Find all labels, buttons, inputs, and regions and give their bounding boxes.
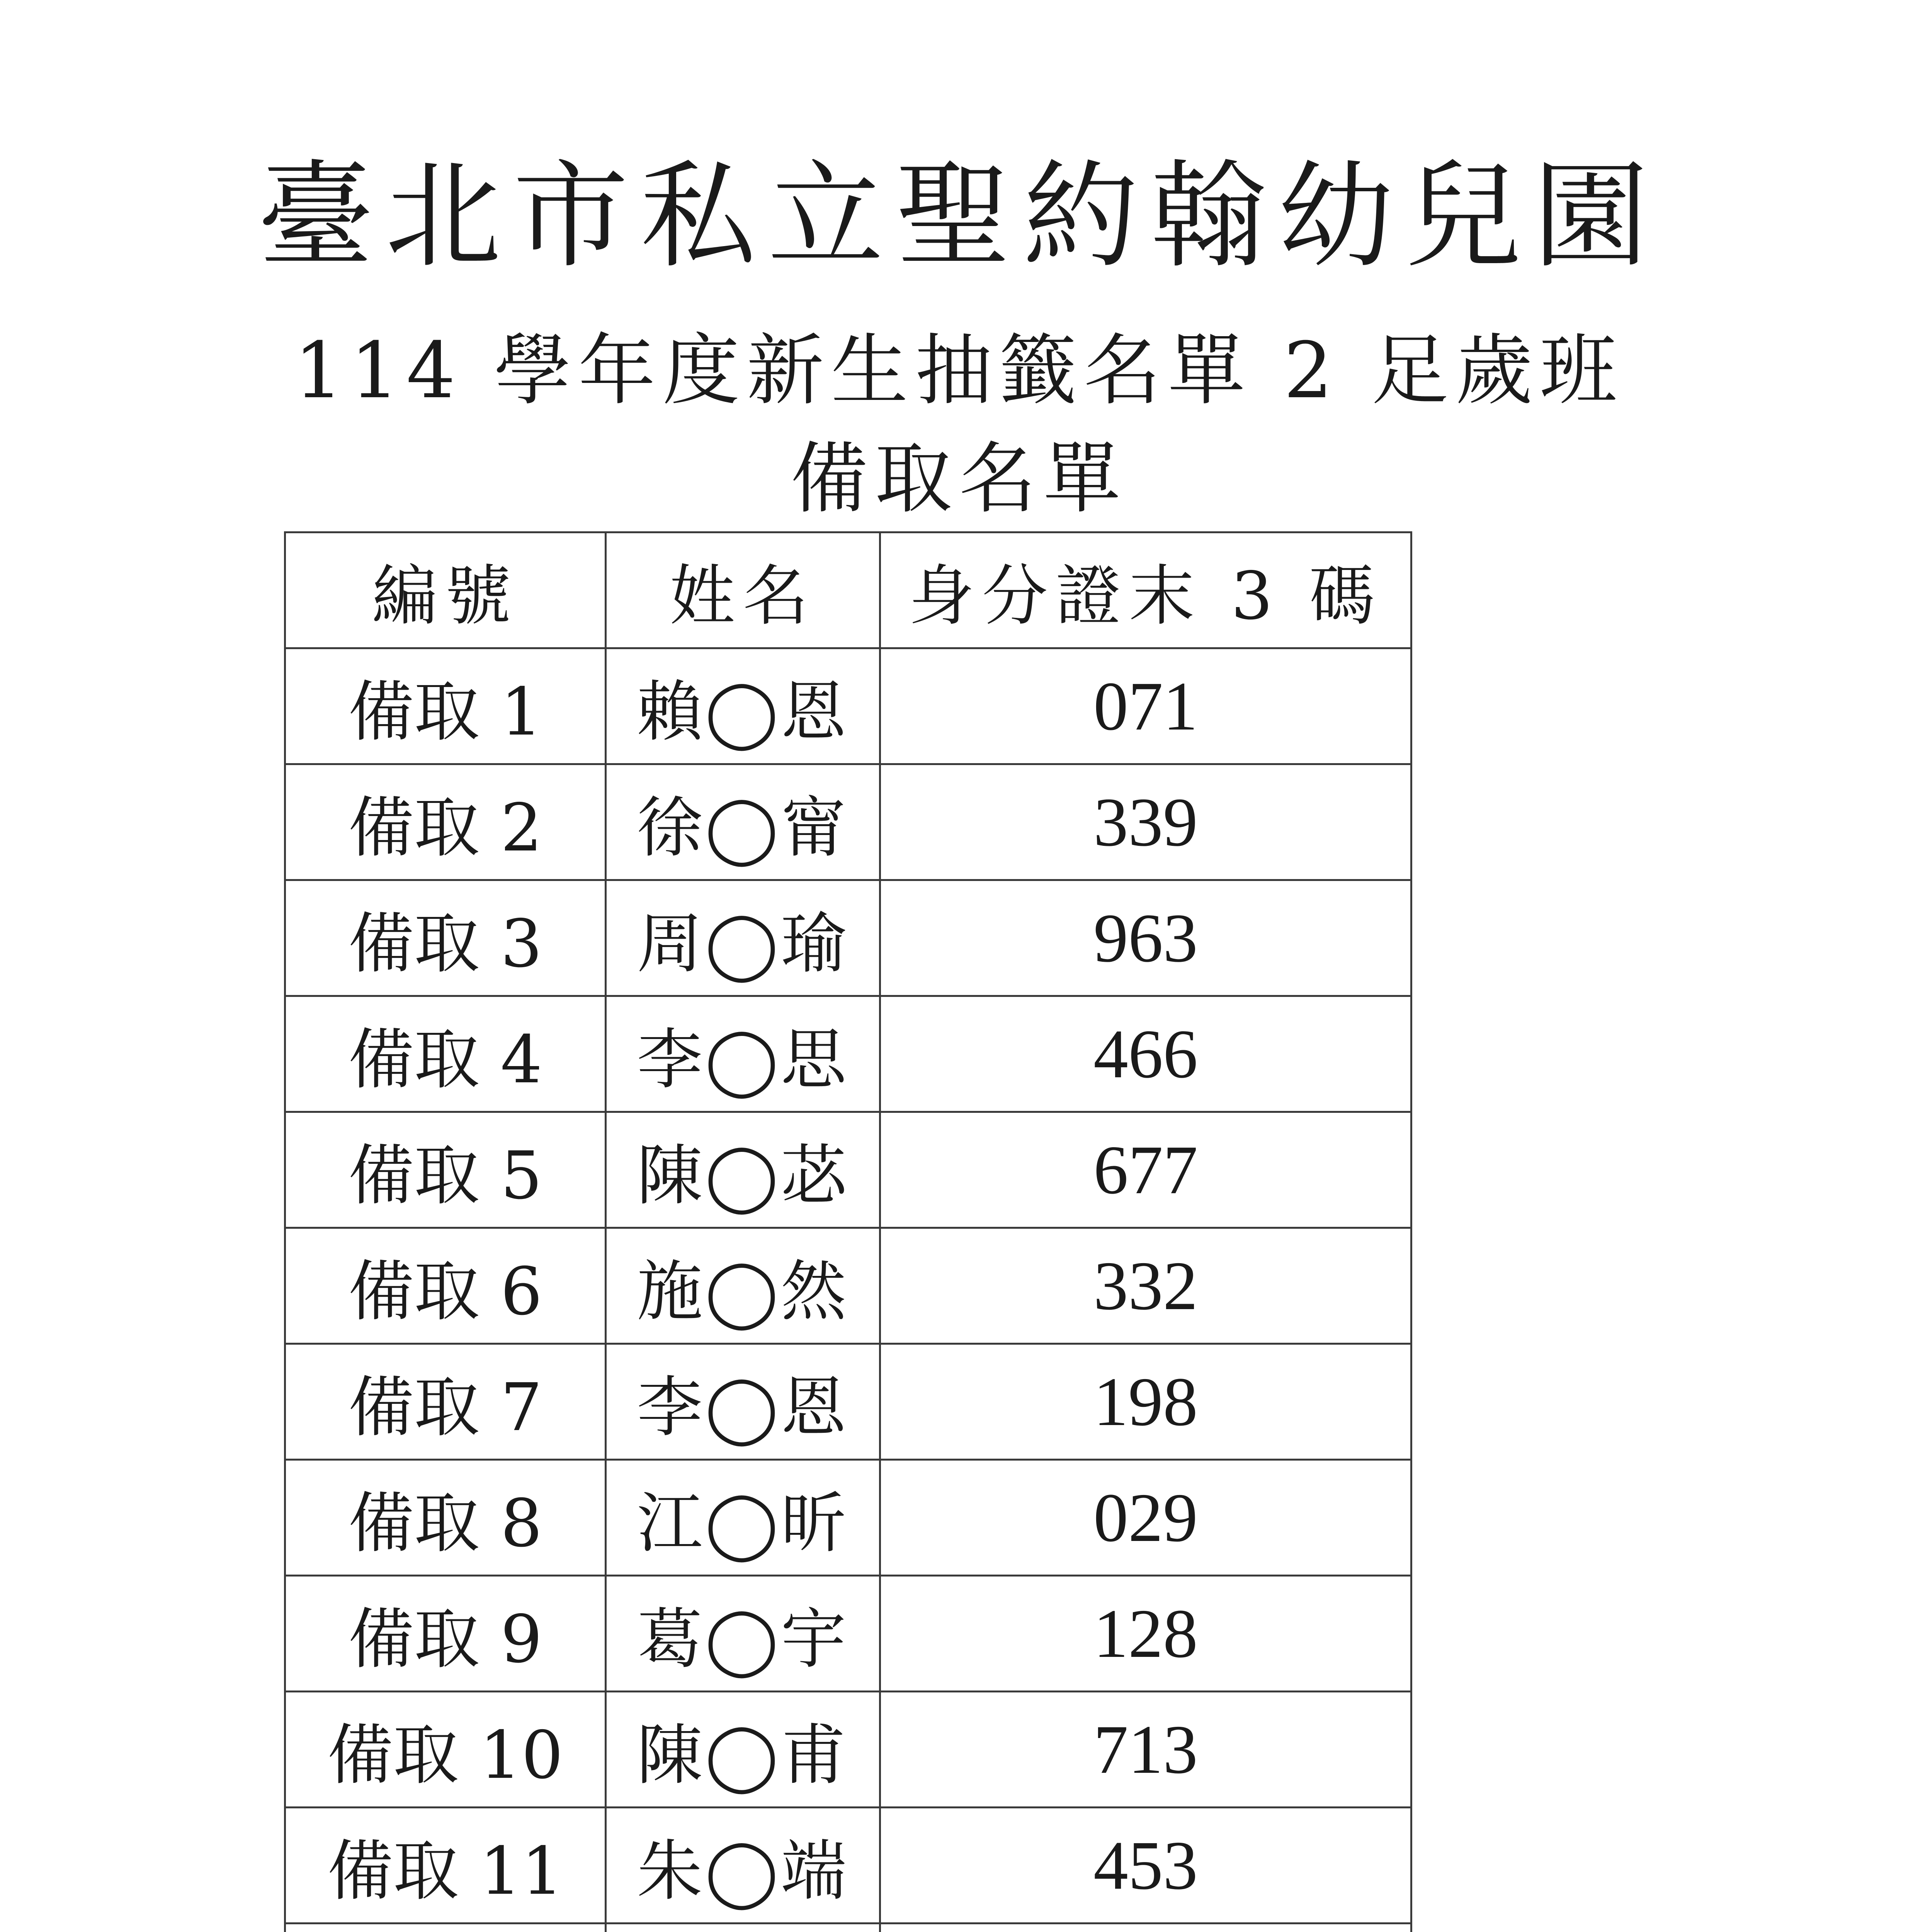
- waitlist-number-cell: 備取 2: [285, 764, 606, 880]
- table-row: [285, 1460, 1411, 1576]
- table-header-row: [285, 532, 1411, 648]
- column-header-name: 姓名: [606, 532, 880, 648]
- student-name-cell: 陳◯苾: [606, 1112, 880, 1228]
- student-name-cell: 施◯然: [606, 1228, 880, 1344]
- table-row: [285, 996, 1411, 1112]
- column-header-id-digits: 身分證末 3 碼: [880, 532, 1411, 648]
- waitlist-number-cell: 備取 3: [285, 880, 606, 996]
- waitlist-number-cell: 備取 9: [285, 1576, 606, 1692]
- student-name-cell: 李◯思: [606, 996, 880, 1112]
- table-row: [285, 1228, 1411, 1344]
- id-last-digits-cell: 713: [880, 1692, 1411, 1808]
- id-last-digits-cell: 029: [880, 1460, 1411, 1576]
- waitlist-table: [284, 531, 1412, 1932]
- id-last-digits-cell: 332: [880, 1228, 1411, 1344]
- id-last-digits-cell: 466: [880, 996, 1411, 1112]
- student-name-cell: 朱◯端: [606, 1808, 880, 1923]
- student-name-cell: 李◯恩: [606, 1344, 880, 1460]
- table-row: [285, 764, 1411, 880]
- waitlist-number-cell: 備取 10: [285, 1692, 606, 1808]
- student-name-cell: 周◯瑜: [606, 880, 880, 996]
- student-name-cell: 江◯昕: [606, 1460, 880, 1576]
- waitlist-number-cell: [285, 1923, 606, 1932]
- waitlist-number-cell: 備取 11: [285, 1808, 606, 1923]
- waitlist-number-cell: 備取 1: [285, 648, 606, 764]
- id-last-digits-cell: 963: [880, 880, 1411, 996]
- waitlist-number-cell: 備取 8: [285, 1460, 606, 1576]
- waitlist-number-cell: 備取 4: [285, 996, 606, 1112]
- table-row: [285, 648, 1411, 764]
- waitlist-number-cell: 備取 6: [285, 1228, 606, 1344]
- id-last-digits-cell: 677: [880, 1112, 1411, 1228]
- id-last-digits-cell: [880, 1923, 1411, 1932]
- table-row: [285, 1808, 1411, 1923]
- student-name-cell: 陳◯甫: [606, 1692, 880, 1808]
- id-last-digits-cell: 453: [880, 1808, 1411, 1923]
- page-title: 臺北市私立聖約翰幼兒園: [258, 149, 1660, 284]
- column-header-number: 編號: [285, 532, 606, 648]
- table-row: [285, 1923, 1411, 1932]
- student-name-cell: 葛◯宇: [606, 1576, 880, 1692]
- id-last-digits-cell: 339: [880, 764, 1411, 880]
- list-title: 備取名單: [790, 434, 1127, 524]
- student-name-cell: 徐◯甯: [606, 764, 880, 880]
- waitlist-number-cell: 備取 7: [285, 1344, 606, 1460]
- waitlist-number-cell: 備取 5: [285, 1112, 606, 1228]
- student-name-cell: 賴◯恩: [606, 648, 880, 764]
- table-row: [285, 1112, 1411, 1228]
- page-subtitle: 114 學年度新生抽籤名單 2 足歲班: [294, 326, 1624, 416]
- id-last-digits-cell: 071: [880, 648, 1411, 764]
- table-row: [285, 1576, 1411, 1692]
- table-row: [285, 880, 1411, 996]
- id-last-digits-cell: 198: [880, 1344, 1411, 1460]
- student-name-cell: [606, 1923, 880, 1932]
- table-row: [285, 1344, 1411, 1460]
- id-last-digits-cell: 128: [880, 1576, 1411, 1692]
- table-row: [285, 1692, 1411, 1808]
